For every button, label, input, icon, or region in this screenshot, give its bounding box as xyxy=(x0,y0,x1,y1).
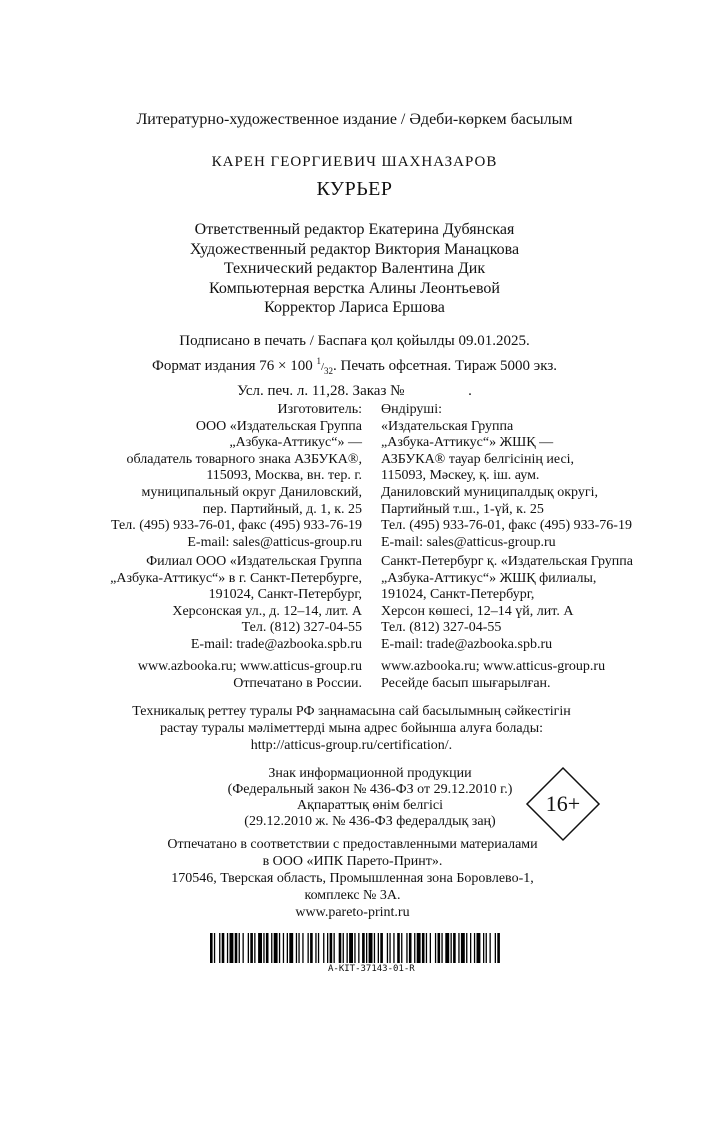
printer-line: в ООО «ИПК Парето-Принт». xyxy=(262,854,443,869)
barcode-bar xyxy=(374,933,375,963)
book-title: КУРЬЕР xyxy=(316,178,393,200)
manufacturer-kz-line: АЗБУКА® тауар белгісінің иесі, xyxy=(381,451,575,467)
barcode-bar xyxy=(477,933,481,963)
printer-line: Отпечатано в соответствии с предоставленными материалами xyxy=(167,837,538,852)
manufacturer-ru-line: муниципальный округ Даниловский, xyxy=(141,484,362,500)
barcode-bar xyxy=(366,933,367,963)
barcode-bar xyxy=(323,933,324,963)
branch-kz-line: Санкт-Петербург қ. «Издательская Группа xyxy=(381,554,633,569)
web-ru-printed: Отпечатано в России. xyxy=(233,675,362,691)
web-kz xyxy=(381,659,605,692)
barcode-bar xyxy=(466,933,467,963)
barcode-bar xyxy=(486,933,487,963)
certification xyxy=(0,703,706,754)
info-sign xyxy=(220,766,520,830)
barcode-bar xyxy=(406,933,407,963)
branch-kz xyxy=(381,554,633,654)
printer-address: комплекс № 3А. xyxy=(304,888,401,903)
manufacturer-kz-line: «Издательская Группа xyxy=(381,418,514,434)
printer-url: www.pareto-print.ru xyxy=(295,905,410,920)
barcode-bar xyxy=(430,933,431,963)
barcode-bar xyxy=(235,933,238,963)
barcode-bar xyxy=(243,933,244,963)
format-prefix: Формат издания 76 × 100 xyxy=(151,358,317,374)
barcode-bar xyxy=(362,933,365,963)
print-sheets-order: Усл. печ. л. 11,28. Заказ № . xyxy=(237,383,472,399)
barcode-bar xyxy=(347,933,348,963)
manufacturer-kz-line: Өндіруші: xyxy=(381,402,442,417)
barcode-bar xyxy=(263,933,264,963)
barcode-bar xyxy=(461,933,465,963)
branch-ru-email: E-mail: trade@azbooka.spb.ru xyxy=(190,636,362,652)
manufacturer-ru-line: обладатель товарного знака АЗБУКА®, xyxy=(126,451,362,467)
age-rating-badge xyxy=(525,766,601,842)
web-kz-sites: www.azbooka.ru; www.atticus-group.ru xyxy=(381,659,606,674)
certification-url: http://atticus-group.ru/certification/. xyxy=(250,738,453,753)
barcode-bar xyxy=(334,933,335,963)
print-info xyxy=(0,331,709,401)
barcode-bar xyxy=(343,933,344,963)
barcode-bar xyxy=(445,933,449,963)
manufacturer-kz xyxy=(381,402,632,551)
manufacturer-kz-line: Тел. (495) 933-76-01, факс (495) 933-76-19 xyxy=(381,518,632,534)
certification-line: Техникалық реттеу туралы РФ заңнамасына сай басылымның сәйкестігін xyxy=(132,704,571,719)
barcode-bar xyxy=(441,933,442,963)
manufacturer-kz-line: Партийный т.ш., 1-үй, к. 25 xyxy=(381,501,544,517)
barcode-bar xyxy=(453,933,456,963)
barcode-bar xyxy=(289,933,293,963)
barcode-bar xyxy=(248,933,249,963)
staff-art-editor: Художественный редактор Виктория Манацкова xyxy=(189,240,520,258)
barcode-bar xyxy=(414,933,415,963)
branch-ru-line: Тел. (812) 327-04-55 xyxy=(241,620,362,636)
barcode-bar xyxy=(438,933,441,963)
barcode-bar xyxy=(271,933,272,963)
barcode-bar xyxy=(339,933,342,963)
manufacturer-kz-email: E-mail: sales@atticus-group.ru xyxy=(381,534,556,550)
barcode-bar xyxy=(378,933,379,963)
barcode-bar xyxy=(308,933,309,963)
author-name: КАРЕН ГЕОРГИЕВИЧ ШАХНАЗАРОВ xyxy=(211,154,498,170)
barcode-bar xyxy=(389,933,390,963)
manufacturer-kz-line: 115093, Мәскеу, қ. іш. аум. xyxy=(381,468,540,484)
info-sign-line: Ақпараттық өнім белгісі xyxy=(296,798,444,813)
format-num: 1 xyxy=(316,356,321,366)
barcode-bar xyxy=(354,933,355,963)
barcode-bar xyxy=(315,933,316,963)
barcode-bar xyxy=(258,933,262,963)
barcode-bar xyxy=(387,933,388,963)
barcode-bar xyxy=(296,933,297,963)
barcode-bar xyxy=(287,933,288,963)
barcode-bar xyxy=(214,933,215,963)
branch-ru-line: Филиал ООО «Издательская Группа xyxy=(146,554,362,569)
barcode-bar xyxy=(283,933,284,963)
manufacturer-ru-line: Тел. (495) 933-76-01, факс (495) 933-76-19 xyxy=(111,518,362,534)
edition-type: Литературно-художественное издание / Әдеби-көркем басылым xyxy=(136,111,573,128)
barcode-bar xyxy=(397,933,400,963)
staff-list xyxy=(0,220,709,318)
barcode-bar xyxy=(417,933,421,963)
certification-line: растау туралы мәліметтерді мына адрес бойынша алуға болады: xyxy=(159,721,544,736)
barcode-bar xyxy=(458,933,459,963)
print-format: Формат издания 76 × 100 $^1/_{32}$. Печать офсетная. Тираж 5000 экз. xyxy=(151,356,558,376)
barcode-bar xyxy=(401,933,402,963)
barcode-bar xyxy=(490,933,491,963)
web-ru xyxy=(138,659,362,692)
branch-ru-line: 191024, Санкт-Петербург, xyxy=(208,587,362,603)
manufacturer-ru-line: 115093, Москва, вн. тер. г. xyxy=(206,468,362,484)
manufacturer-ru-line: „Азбука-Аттикус“» — xyxy=(229,435,362,451)
branch-kz-line: „Азбука-Аттикус“» ЖШҚ филиалы, xyxy=(381,570,597,586)
barcode-bar xyxy=(451,933,452,963)
barcode-bar xyxy=(422,933,425,963)
barcode-bar xyxy=(435,933,436,963)
branch-kz-email: E-mail: trade@azbooka.spb.ru xyxy=(381,636,553,652)
manufacturer-kz-line: Даниловский муниципалдық округі, xyxy=(381,484,598,500)
format-suffix: . Печать офсетная. Тираж 5000 экз. xyxy=(333,358,558,374)
barcode-bar xyxy=(495,933,496,963)
web-kz-printed: Ресейде басып шығарылған. xyxy=(381,675,551,691)
printer-address: 170546, Тверская область, Промышленная зона Боровлево-1, xyxy=(171,871,534,886)
barcode-bar xyxy=(474,933,475,963)
barcode-bar xyxy=(210,933,213,963)
barcode-bar xyxy=(349,933,353,963)
staff-layout: Компьютерная верстка Алины Леонтьевой xyxy=(209,279,500,297)
age-rating-text: 16+ xyxy=(545,791,581,816)
branch-ru-line: „Азбука-Аттикус“» в г. Санкт-Петербурге, xyxy=(110,570,362,586)
barcode-bar xyxy=(409,933,412,963)
info-sign-line: Знак информационной продукции xyxy=(268,766,472,781)
web-ru-sites: www.azbooka.ru; www.atticus-group.ru xyxy=(137,659,362,674)
staff-proofreader: Корректор Лариса Ершова xyxy=(264,299,445,317)
branch-kz-line: Тел. (812) 327-04-55 xyxy=(381,620,502,636)
barcode-bar xyxy=(222,933,225,963)
barcode-bar xyxy=(380,933,383,963)
barcode-bar xyxy=(298,933,299,963)
barcode-bar xyxy=(426,933,427,963)
barcode-bar xyxy=(279,933,280,963)
barcode-bar xyxy=(266,933,269,963)
manufacturer-ru-line: Изготовитель: xyxy=(277,402,362,417)
barcode-bar xyxy=(327,933,328,963)
barcode-bar xyxy=(227,933,228,963)
staff-tech-editor: Технический редактор Валентина Дик xyxy=(223,260,486,278)
staff-executive-editor: Ответственный редактор Екатерина Дубянская xyxy=(194,221,515,238)
branch-kz-line: Херсон көшесі, 12–14 үй, лит. А xyxy=(381,603,574,619)
barcode-bar xyxy=(318,933,319,963)
manufacturer-kz-line: „Азбука-Аттикус“» ЖШҚ — xyxy=(381,435,554,451)
barcode-bar xyxy=(302,933,303,963)
barcode-bar xyxy=(497,933,500,963)
manufacturer-ru-email: E-mail: sales@atticus-group.ru xyxy=(187,534,362,550)
barcode-bar xyxy=(239,933,240,963)
manufacturer-ru xyxy=(111,402,362,551)
barcode-bar xyxy=(310,933,313,963)
printer-info xyxy=(0,836,707,921)
branch-ru-line: Херсонская ул., д. 12–14, лит. А xyxy=(172,603,362,619)
barcode-bar xyxy=(254,933,255,963)
branch-ru xyxy=(110,554,362,654)
print-signed: Подписано в печать / Баспаға қол қойылды 09.01.2025. xyxy=(179,333,530,349)
branch-kz-line: 191024, Санкт-Петербург, xyxy=(381,587,535,603)
manufacturer-ru-line: ООО «Издательская Группа xyxy=(195,418,362,434)
barcode-bar xyxy=(274,933,278,963)
barcode-bar xyxy=(230,933,234,963)
info-sign-line: (Федеральный закон № 436-ФЗ от 29.12.2010 г.) xyxy=(227,782,513,797)
barcode-bar xyxy=(330,933,333,963)
info-sign-line: (29.12.2010 ж. № 436-ФЗ федералдық заң) xyxy=(244,814,496,829)
manufacturer-ru-line: пер. Партийный, д. 1, к. 25 xyxy=(202,501,362,517)
format-den: 32 xyxy=(324,366,334,376)
barcode-bar xyxy=(219,933,220,963)
barcode-bar xyxy=(250,933,253,963)
barcode-bar xyxy=(393,933,394,963)
barcode-bar xyxy=(358,933,359,963)
barcode-code: A-KIT-37143-01-R xyxy=(328,964,415,974)
barcode-bar xyxy=(470,933,471,963)
barcode-icon xyxy=(210,933,500,963)
barcode-bar xyxy=(369,933,373,963)
barcode-bar xyxy=(483,933,484,963)
